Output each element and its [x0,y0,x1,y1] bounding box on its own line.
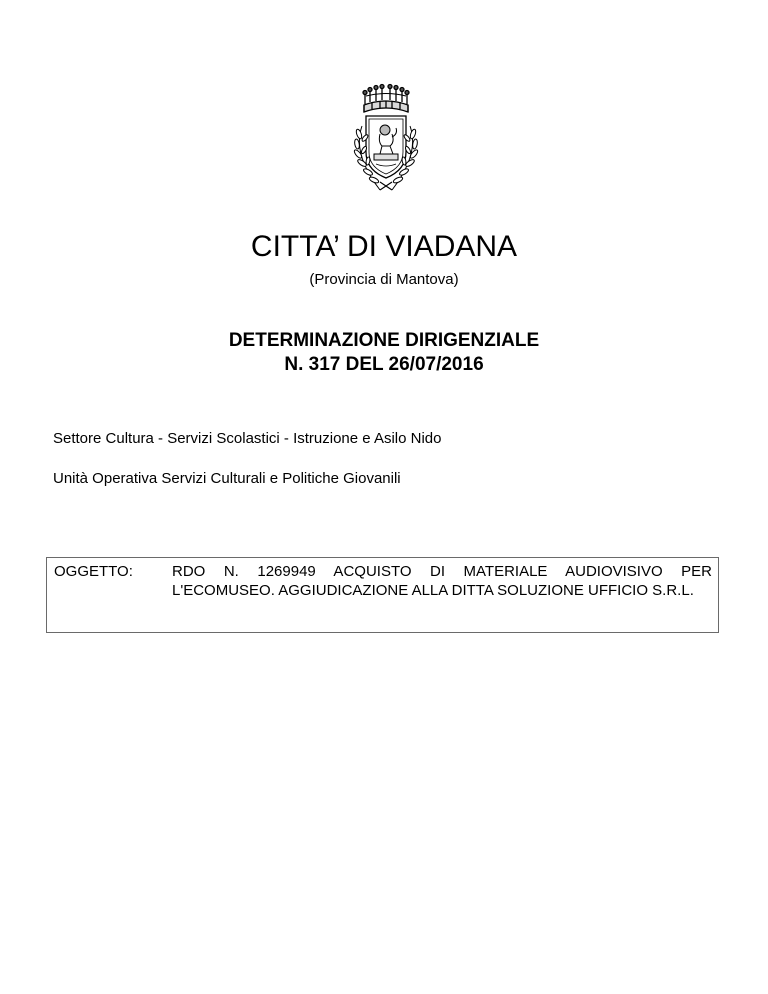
province-name: (Provincia di Mantova) [309,271,459,288]
city-name: CITTA’ DI VIADANA [250,230,518,263]
sector-line: Settore Cultura - Servizi Scolastici - Istruzione e Asilo Nido [53,430,442,447]
document-title: DETERMINAZIONE DIRIGENZIALE [228,330,540,351]
municipal-coat-of-arms-icon [338,82,434,200]
subject-label: OGGETTO: [54,563,133,580]
document-number: N. 317 DEL 26/07/2016 [284,354,484,375]
operative-unit-line: Unità Operativa Servizi Culturali e Politiche Giovanili [53,470,401,487]
subject-box [46,557,719,633]
crown-icon [363,85,409,113]
subject-text: RDO N. 1269949 ACQUISTO DI MATERIALE AUDIOVISIVO PER L'ECOMUSEO. AGGIUDICAZIONE ALLA DITTA SOLUZIONE UFFICIO S.R.L. [172,563,712,599]
